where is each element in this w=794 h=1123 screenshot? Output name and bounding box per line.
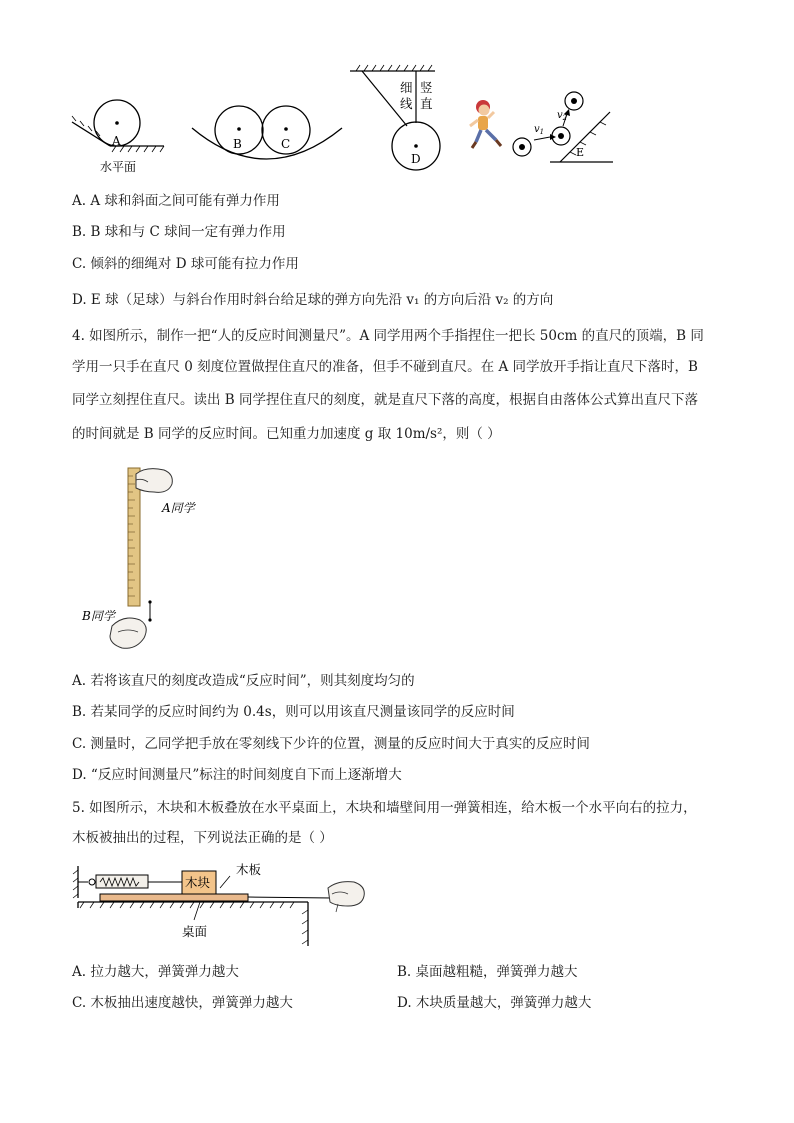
q4-option-a: A. 若将该直尺的刻度改造成“反应时间”，则其刻度均匀的 xyxy=(72,673,415,689)
label-block: 木块 xyxy=(185,875,211,890)
hand-a-icon xyxy=(136,469,172,493)
label-v1: v xyxy=(534,124,540,135)
q4-ruler-figure xyxy=(78,462,218,657)
q4-stem-line-4: 的时间就是 B 同学的反应时间。已知重力加速度 g 取 10m/s²，则（ ） xyxy=(72,426,501,442)
label-c: C xyxy=(281,137,291,151)
label-b: B xyxy=(233,137,242,151)
q3-option-a: A. A 球和斜面之间可能有弹力作用 xyxy=(72,193,280,209)
q5-option-b: B. 桌面越粗糙，弹簧弹力越大 xyxy=(397,964,578,980)
figure-ball-a xyxy=(72,100,164,174)
q5-option-d: D. 木块质量越大，弹簧弹力越大 xyxy=(397,995,592,1011)
q5-stem-line-1: 5. 如图所示，木块和木板叠放在水平桌面上，木块和墙壁间用一弹簧相连，给木板一个水平向右的拉力， xyxy=(72,800,697,816)
football-icon xyxy=(513,138,531,156)
q4-stem-line-2: 学用一只手在直尺 0 刻度位置做捏住直尺的准备，但手不碰到直尺。在 A 同学放开手指让直尺下落时，B xyxy=(72,359,698,375)
spring-scale-icon xyxy=(78,875,182,888)
q5-stem-line-2: 木板被抽出的过程，下列说法正确的是（ ） xyxy=(72,830,333,846)
label-a: A xyxy=(112,134,121,148)
q3-option-c: C. 倾斜的细绳对 D 球可能有拉力作用 xyxy=(72,256,299,272)
label-vert-2: 直 xyxy=(420,96,433,111)
svg-text:v1 xyxy=(534,124,544,136)
q5-option-c: C. 木板抽出速度越快，弹簧弹力越大 xyxy=(72,995,293,1011)
q5-option-a: A. 拉力越大，弹簧弹力越大 xyxy=(72,964,239,980)
q4-option-b: B. 若某同学的反应时间约为 0.4s，则可以用该直尺测量该同学的反应时间 xyxy=(72,704,515,720)
label-v2: v xyxy=(557,110,563,121)
label-a-student: A同学 xyxy=(162,501,195,515)
q4-stem-line-3: 同学立刻捏住直尺。读出 B 同学捏住直尺的刻度，就是直尺下落的高度，根据自由落体公式算出直尺下落 xyxy=(72,392,699,408)
figure-ball-e xyxy=(470,92,613,162)
figure-ball-d xyxy=(350,65,440,170)
q4-option-c: C. 测量时，乙同学把手放在零刻线下少许的位置，测量的反应时间大于真实的反应时间 xyxy=(72,736,590,752)
player-icon xyxy=(470,100,501,148)
label-ground: 水平面 xyxy=(100,160,137,174)
label-v2-sub: 2 xyxy=(562,114,568,122)
label-thin-2: 线 xyxy=(400,96,413,111)
q3-option-d: D. E 球（足球）与斜台作用时斜台给足球的弹方向先沿 v₁ 的方向后沿 v₂ 的方向 xyxy=(72,292,554,308)
label-vert-1: 竖 xyxy=(420,80,433,95)
label-desk: 桌面 xyxy=(182,924,208,939)
q3-option-b: B. B 球和与 C 球间一定有弹力作用 xyxy=(72,224,286,240)
label-v1-sub: 1 xyxy=(539,128,545,136)
q4-option-d: D. “反应时间测量尺”标注的时间刻度自下而上逐渐增大 xyxy=(72,767,402,783)
label-board: 木板 xyxy=(236,862,262,877)
pulling-hand-icon xyxy=(328,882,364,912)
label-d: D xyxy=(411,152,421,166)
q4-stem-line-1: 4. 如图所示，制作一把“人的反应时间测量尺”。A 同学用两个手指捏住一把长 50cm 的直尺的顶端，B 同 xyxy=(72,328,704,344)
label-b-student: B同学 xyxy=(82,609,115,623)
label-thin-1: 细 xyxy=(400,80,413,95)
q3-figure-panel xyxy=(60,60,630,185)
figure-balls-bc xyxy=(192,106,342,159)
label-e: E xyxy=(576,146,585,159)
football-icon xyxy=(552,127,570,145)
q5-spring-figure xyxy=(70,858,370,948)
hand-b-icon xyxy=(110,618,146,648)
svg-text:v2 xyxy=(557,110,568,122)
football-icon xyxy=(565,92,583,110)
